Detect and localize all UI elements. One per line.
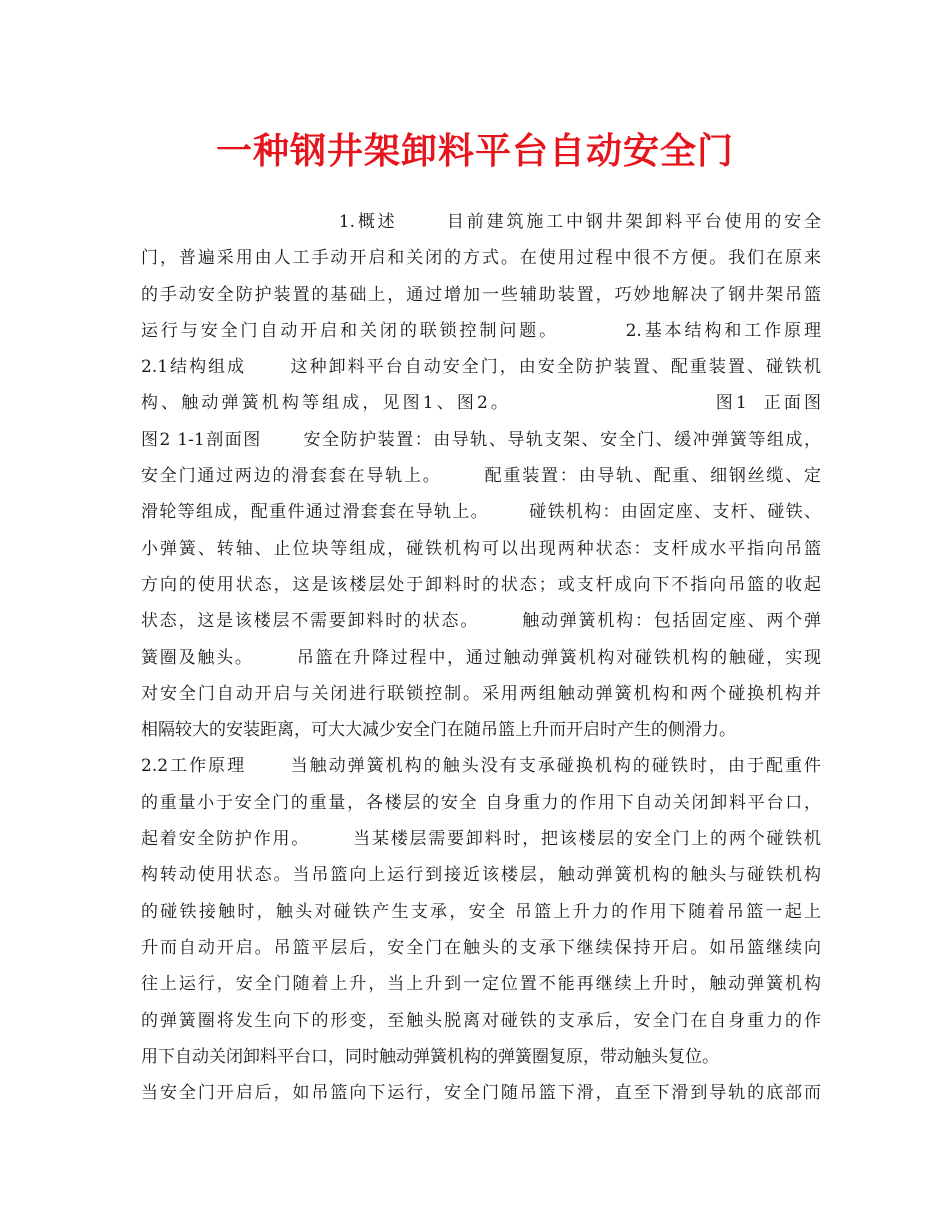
body-line: 相隔较大的安装距离，可大大减少安全门在随吊篮上升而开启时产生的侧滑力。 (141, 720, 736, 741)
body-line: 当安全门开启后，如吊篮向下运行，安全门随吊篮下滑，直至下滑到导轨的底部而 (141, 1083, 821, 1104)
body-line: 簧圈及触头。 吊篮在升降过程中，通过触动弹簧机构对碰铁机构的触碰，实现 (141, 647, 821, 668)
body-line: 起着安全防护作用。 当某楼层需要卸料时，把该楼层的安全门上的两个碰铁机 (141, 829, 821, 850)
body-line: 构、触动弹簧机构等组成，见图1、图2。 图1 正面图 (141, 393, 821, 414)
body-line: 门，普遍采用由人工手动开启和关闭的方式。在使用过程中很不方便。我们在原来 (141, 248, 821, 269)
body-line: 图2 1-1剖面图 安全防护装置：由导轨、导轨支架、安全门、缓冲弹簧等组成， (141, 429, 821, 450)
body-line: 状态，这是该楼层不需要卸料时的状态。 触动弹簧机构：包括固定座、两个弹 (141, 611, 821, 632)
document-body (141, 204, 821, 1111)
body-line: 的重量小于安全门的重量，各楼层的安全 自身重力的作用下自动关闭卸料平台口， (141, 792, 821, 813)
body-line: 运行与安全门自动开启和关闭的联锁控制问题。 2.基本结构和工作原理 (141, 320, 821, 341)
body-line: 的弹簧圈将发生向下的形变，至触头脱离对碰铁的支承后，安全门在自身重力的作 (141, 1010, 821, 1031)
body-line: 对安全门自动开启与关闭进行联锁控制。采用两组触动弹簧机构和两个碰换机构并 (141, 683, 821, 704)
body-line: 2.1结构组成 这种卸料平台自动安全门，由安全防护装置、配重装置、碰铁机 (141, 357, 821, 378)
body-line: 滑轮等组成，配重件通过滑套套在导轨上。 碰铁机构：由固定座、支杆、碰铁、 (141, 502, 821, 523)
body-line: 2.2工作原理 当触动弹簧机构的触头没有支承碰换机构的碰铁时，由于配重件 (141, 756, 821, 777)
body-line: 的手动安全防护装置的基础上，通过增加一些辅助装置，巧妙地解决了钢井架吊篮 (141, 284, 821, 305)
body-line: 1.概述 目前建筑施工中钢井架卸料平台使用的安全 (141, 212, 821, 232)
body-line: 往上运行，安全门随着上升，当上升到一定位置不能再继续上升时，触动弹簧机构 (141, 974, 821, 995)
body-line: 方向的使用状态，这是该楼层处于卸料时的状态；或支杆成向下不指向吊篮的收起 (141, 574, 821, 595)
body-line: 小弹簧、转轴、止位块等组成，碰铁机构可以出现两种状态：支杆成水平指向吊篮 (141, 538, 821, 559)
body-line: 用下自动关闭卸料平台口，同时触动弹簧机构的弹簧圈复原，带动触头复位。 (141, 1046, 719, 1067)
body-line: 升而自动开启。吊篮平层后，安全门在触头的支承下继续保持开启。如吊篮继续向 (141, 937, 821, 958)
body-line: 构转动使用状态。当吊篮向上运行到接近该楼层，触动弹簧机构的触头与碰铁机构 (141, 865, 821, 886)
body-line: 安全门通过两边的滑套套在导轨上。 配重装置：由导轨、配重、细钢丝缆、定 (141, 466, 821, 487)
document-title: 一种钢井架卸料平台自动安全门 (215, 130, 734, 172)
body-line: 的碰铁接触时，触头对碰铁产生支承，安全 吊篮上升力的作用下随着吊篮一起上 (141, 901, 821, 922)
